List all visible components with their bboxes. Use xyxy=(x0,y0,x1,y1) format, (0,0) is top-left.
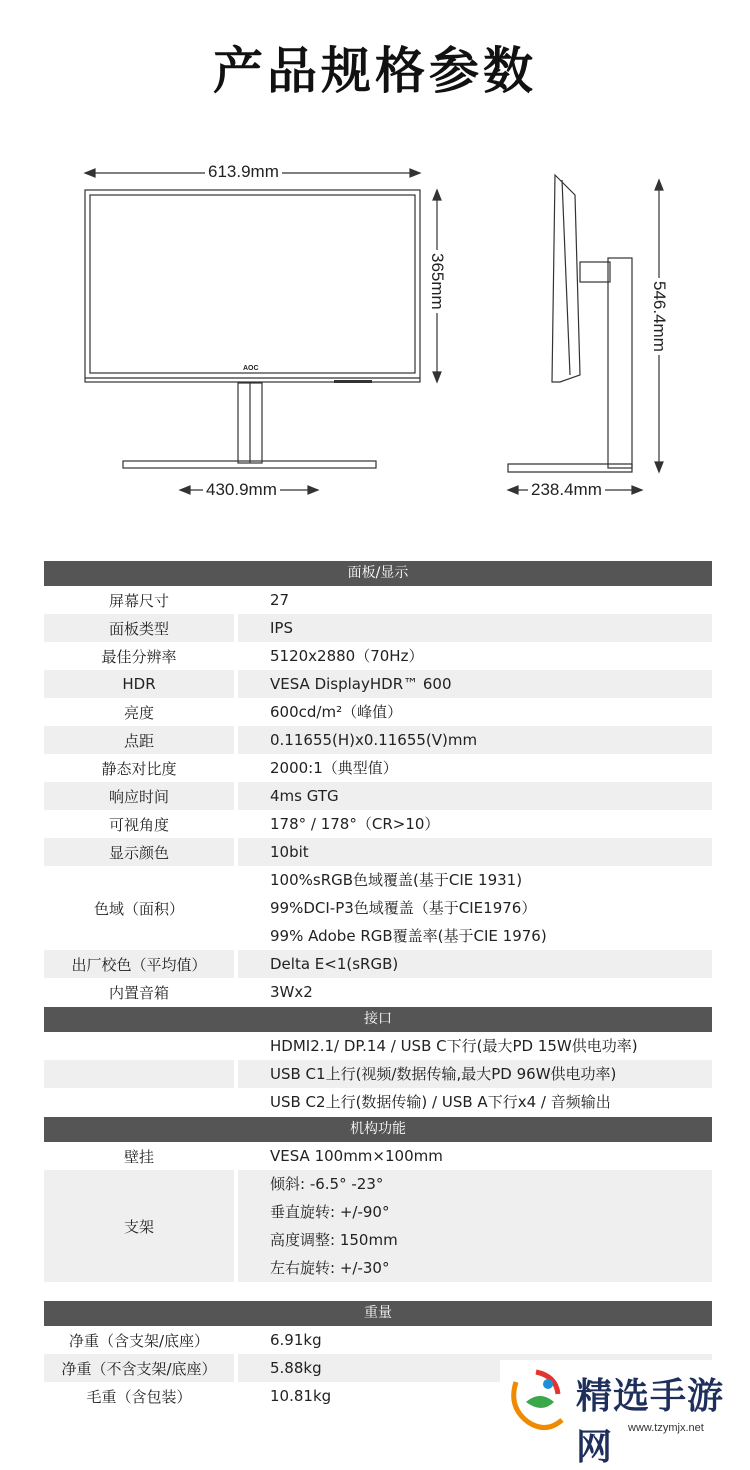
spec-value-line: 2000:1（典型值） xyxy=(270,759,398,777)
spec-value-line: 10.81kg xyxy=(270,1387,332,1405)
watermark-text: 精选手游网 xyxy=(576,1376,725,1468)
section-header: 面板/显示 xyxy=(44,561,712,586)
spec-label: 毛重（含包装） xyxy=(86,1387,192,1406)
spec-label: 可视角度 xyxy=(108,815,169,834)
spec-label: 屏幕尺寸 xyxy=(108,591,169,610)
spec-value xyxy=(238,754,712,782)
spec-row xyxy=(44,698,712,726)
section-header: 重量 xyxy=(44,1301,712,1326)
spec-value-line: 左右旋转: +/-30° xyxy=(270,1259,390,1277)
watermark-url: www.tzymjx.net xyxy=(628,1422,704,1434)
front-screen xyxy=(90,195,415,373)
spec-value-line: 6.91kg xyxy=(270,1331,322,1349)
spec-row xyxy=(44,810,712,838)
spec-row xyxy=(44,1142,712,1170)
section-header: 机构功能 xyxy=(44,1117,712,1142)
spec-row xyxy=(44,670,712,698)
spec-value-line: 5120x2880（70Hz） xyxy=(270,647,424,665)
spec-row xyxy=(44,1088,712,1116)
spec-row xyxy=(44,1032,712,1060)
spec-row xyxy=(44,866,712,950)
spec-value xyxy=(238,1142,712,1170)
spec-label: 最佳分辨率 xyxy=(101,647,177,666)
spec-value-line: 垂直旋转: +/-90° xyxy=(270,1203,390,1221)
spec-row xyxy=(44,782,712,810)
spec-label: 出厂校色（平均值） xyxy=(44,950,234,978)
spec-label: 内置音箱 xyxy=(108,983,169,1002)
spec-label xyxy=(44,1060,234,1088)
spec-label: 净重（含支架/底座） xyxy=(68,1331,210,1350)
spec-value xyxy=(238,1060,712,1088)
spec-value-line: 0.11655(H)x0.11655(V)mm xyxy=(270,731,478,749)
watermark xyxy=(500,1360,750,1468)
page-title: 产品规格参数 xyxy=(213,42,537,100)
spec-label: 支架 xyxy=(44,1170,234,1282)
spec-row xyxy=(44,754,712,782)
spec-value xyxy=(238,698,712,726)
spec-label: 壁挂 xyxy=(123,1147,154,1166)
spec-value-line: USB C2上行(数据传输) / USB A下行x4 / 音频输出 xyxy=(270,1093,611,1111)
spec-value xyxy=(238,586,712,614)
spec-value xyxy=(238,1032,712,1060)
spec-value xyxy=(238,782,712,810)
spec-value-line: 178° / 178°（CR>10） xyxy=(270,815,440,833)
spec-table xyxy=(44,560,712,1410)
spec-label: 亮度 xyxy=(123,703,154,722)
spec-value-line: 27 xyxy=(270,591,290,609)
spec-value xyxy=(238,1326,712,1354)
spec-value-line: 高度调整: 150mm xyxy=(270,1231,398,1249)
spec-value-line: VESA DisplayHDR™ 600 xyxy=(270,675,452,693)
spec-value xyxy=(238,838,712,866)
spec-label: 面板类型 xyxy=(44,614,234,642)
spec-row xyxy=(44,1326,712,1354)
spec-value-line: 100%sRGB色域覆盖(基于CIE 1931) xyxy=(270,871,523,889)
section-header: 接口 xyxy=(44,1007,712,1032)
spec-label xyxy=(44,1032,234,1060)
front-height-label: 365mm xyxy=(427,250,447,313)
spec-label: HDR xyxy=(44,670,234,698)
spec-label: 显示颜色 xyxy=(44,838,234,866)
spec-value xyxy=(238,810,712,838)
spec-label: 点距 xyxy=(44,726,234,754)
spec-value xyxy=(238,726,712,754)
spec-value-line: 99%DCI-P3色域覆盖（基于CIE1976） xyxy=(270,899,537,917)
spec-row xyxy=(44,726,712,754)
spec-value-line: USB C1上行(视频/数据传输,最大PD 96W供电功率) xyxy=(270,1065,617,1083)
spec-label: 响应时间 xyxy=(44,782,234,810)
side-stand-neck xyxy=(608,258,632,468)
spec-value xyxy=(238,670,712,698)
spec-row xyxy=(44,978,712,1006)
spec-row xyxy=(44,1060,712,1088)
base-width-label: 430.9mm xyxy=(203,480,280,500)
spec-value-line: 5.88kg xyxy=(270,1359,322,1377)
spec-value xyxy=(238,1088,712,1116)
spec-value-line: 99% Adobe RGB覆盖率(基于CIE 1976) xyxy=(270,927,547,945)
brand-logo: AOC xyxy=(243,365,259,372)
spec-label: 净重（不含支架/底座） xyxy=(44,1354,234,1382)
spec-value-line: VESA 100mm×100mm xyxy=(270,1147,443,1165)
side-depth-label: 238.4mm xyxy=(528,480,605,500)
spec-label: 静态对比度 xyxy=(101,759,177,778)
section-spacer xyxy=(44,1282,712,1300)
spec-row xyxy=(44,838,712,866)
spec-value-line: 10bit xyxy=(270,843,309,861)
front-width-label: 613.9mm xyxy=(205,162,282,182)
spec-value xyxy=(238,614,712,642)
spec-value-line: 4ms GTG xyxy=(270,787,339,805)
spec-value xyxy=(238,950,712,978)
spec-label: 色域（面积） xyxy=(93,899,184,918)
front-monitor-outline xyxy=(85,190,420,382)
spec-value xyxy=(238,866,712,950)
side-height-label: 546.4mm xyxy=(649,278,669,355)
watermark-logo-icon xyxy=(506,1362,576,1440)
spec-row xyxy=(44,614,712,642)
spec-row xyxy=(44,586,712,614)
spec-value-line: HDMI2.1/ DP.14 / USB C下行(最大PD 15W供电功率) xyxy=(270,1037,638,1055)
spec-value xyxy=(238,642,712,670)
spec-row xyxy=(44,950,712,978)
spec-label xyxy=(44,1088,234,1116)
spec-value-line: Delta E<1(sRGB) xyxy=(270,955,399,973)
spec-value-line: 倾斜: -6.5° -23° xyxy=(270,1175,384,1193)
monitor-line-drawing xyxy=(0,150,750,510)
spec-row xyxy=(44,1170,712,1282)
spec-value-line: 3Wx2 xyxy=(270,983,313,1001)
spec-row xyxy=(44,642,712,670)
spec-value xyxy=(238,1170,712,1282)
spec-value-line: 600cd/m²（峰值） xyxy=(270,703,403,721)
dimension-drawing xyxy=(0,150,750,510)
spec-value-line: IPS xyxy=(270,619,293,637)
spec-value xyxy=(238,978,712,1006)
